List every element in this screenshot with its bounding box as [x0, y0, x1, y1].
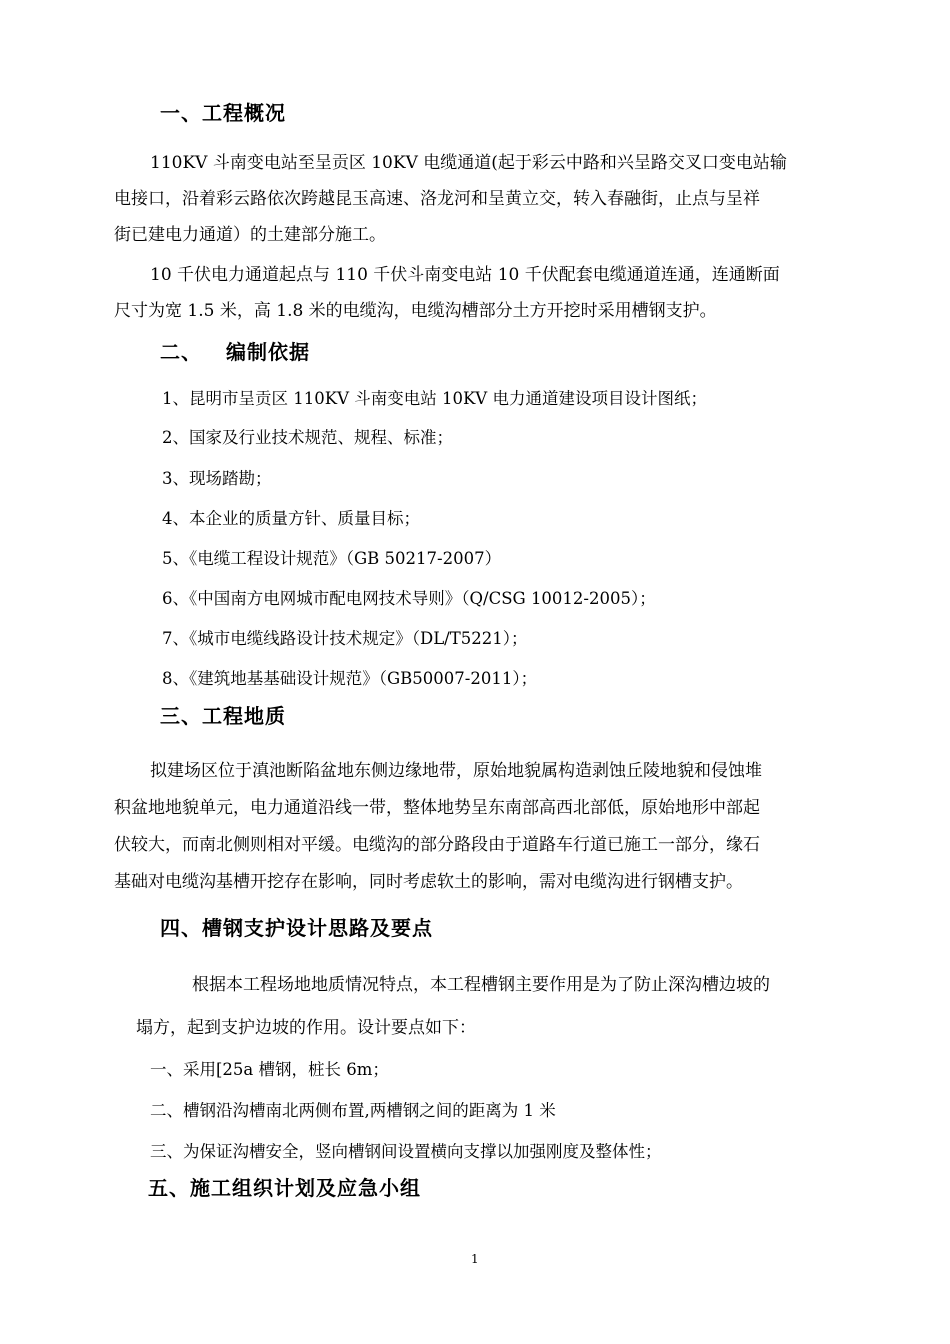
s1-p1-line-3: 街已建电力通道）的土建部分施工。 — [114, 225, 386, 245]
section-2-heading-number: 二、 — [160, 340, 202, 364]
s3-line-2: 积盆地地貌单元，电力通道沿线一带，整体地势呈东南部高西北部低，原始地形中部起 — [114, 798, 760, 818]
s4-item-1: 一、采用[25a 槽钢，桩长 6m； — [150, 1060, 389, 1079]
page-number: 1 — [471, 1252, 479, 1266]
s2-item-4: 4、本企业的质量方针、质量目标； — [162, 509, 420, 528]
s2-item-6: 6、《中国南方电网城市配电网技术导则》（Q/CSG 10012-2005）； — [162, 589, 656, 608]
s4-line-2: 塌方，起到支护边坡的作用。设计要点如下： — [136, 1018, 476, 1038]
s3-line-1: 拟建场区位于滇池断陷盆地东侧边缘地带，原始地貌属构造剥蚀丘陵地貌和侵蚀堆 — [150, 761, 762, 781]
s4-item-2: 二、槽钢沿沟槽南北两侧布置,两槽钢之间的距离为 1 米 — [150, 1101, 556, 1120]
s2-item-5: 5、《电缆工程设计规范》（GB 50217-2007） — [162, 549, 502, 568]
s2-item-1: 1、昆明市呈贡区 110KV 斗南变电站 10KV 电力通道建设项目设计图纸； — [162, 389, 707, 408]
s1-p1-line-1: 110KV 斗南变电站至呈贡区 10KV 电缆通道(起于彩云中路和兴呈路交叉口变电站输 — [150, 153, 787, 173]
s4-item-3: 三、为保证沟槽安全，竖向槽钢间设置横向支撑以加强刚度及整体性； — [150, 1142, 662, 1161]
s2-item-8: 8、《建筑地基基础设计规范》（GB50007-2011）； — [162, 669, 538, 688]
section-2-heading-text: 编制依据 — [226, 340, 310, 364]
s2-item-3: 3、现场踏勘； — [162, 469, 272, 488]
section-5-heading: 五、施工组织计划及应急小组 — [148, 1176, 421, 1200]
s3-line-4: 基础对电缆沟基槽开挖存在影响，同时考虑软土的影响，需对电缆沟进行钢槽支护。 — [114, 872, 743, 892]
section-1-heading: 一、工程概况 — [160, 101, 286, 125]
s2-item-2: 2、国家及行业技术规范、规程、标准； — [162, 428, 453, 447]
section-4-heading: 四、槽钢支护设计思路及要点 — [160, 916, 433, 940]
s1-p1-line-2: 电接口，沿着彩云路依次跨越昆玉高速、洛龙河和呈黄立交，转入春融街，止点与呈祥 — [114, 189, 760, 209]
s3-line-3: 伏较大，而南北侧则相对平缓。电缆沟的部分路段由于道路车行道已施工一部分，缘石 — [114, 835, 760, 855]
s1-p2-line-2: 尺寸为宽 1.5 米，高 1.8 米的电缆沟，电缆沟槽部分土方开挖时采用槽钢支护。 — [114, 301, 717, 321]
s2-item-7: 7、《城市电缆线路设计技术规定》（DL/T5221）； — [162, 629, 528, 648]
s4-line-1: 根据本工程场地地质情况特点，本工程槽钢主要作用是为了防止深沟槽边坡的 — [192, 975, 770, 995]
section-3-heading: 三、工程地质 — [160, 704, 286, 728]
s1-p2-line-1: 10 千伏电力通道起点与 110 千伏斗南变电站 10 千伏配套电缆通道连通，连通断面 — [150, 265, 780, 285]
